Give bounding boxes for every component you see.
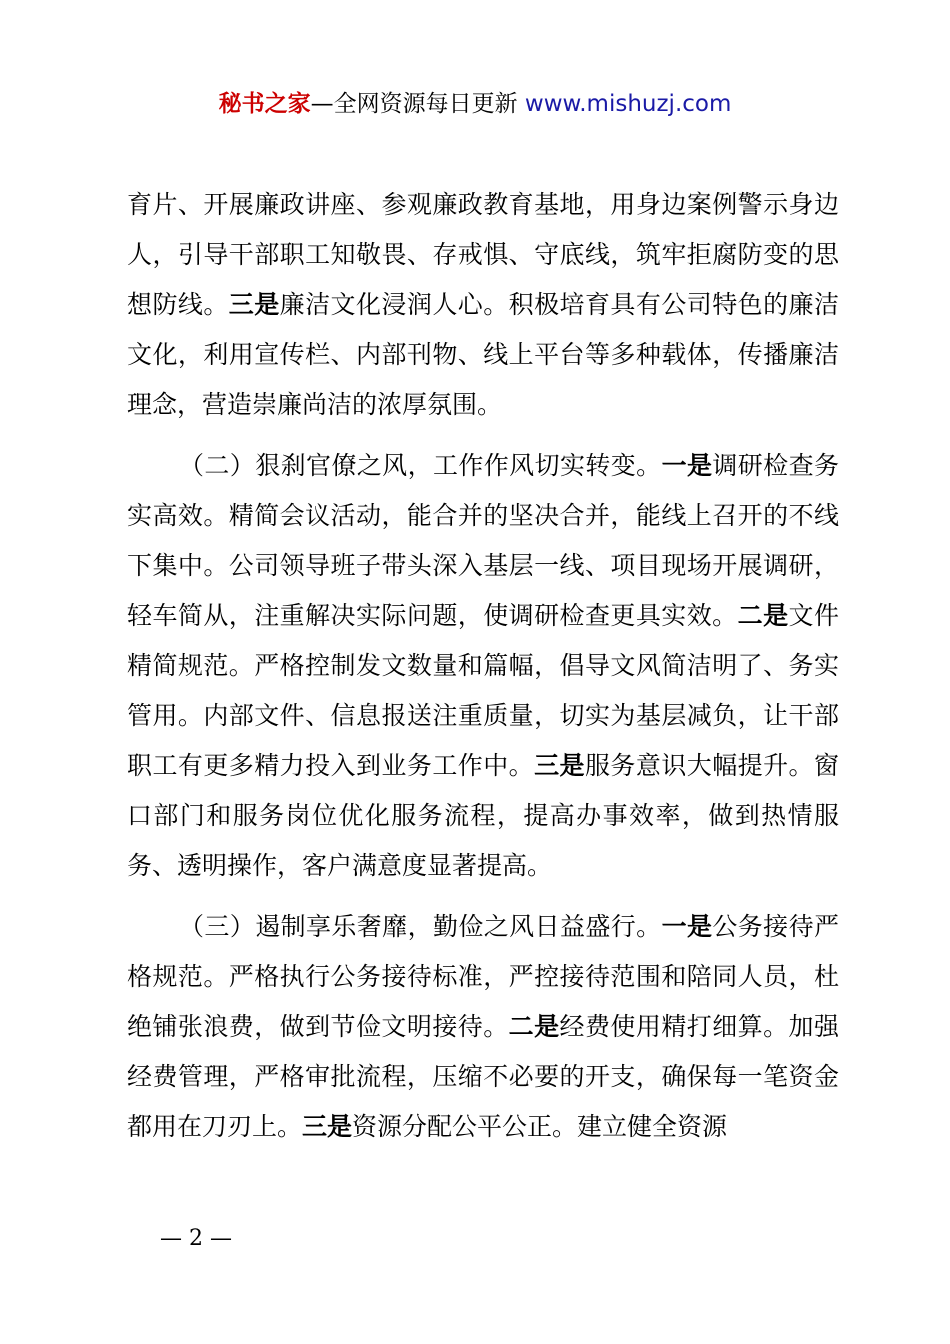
paragraph-text: 资源分配公平公正。建立健全资源 (352, 1112, 728, 1141)
paragraph-emphasis: 一是 (661, 451, 713, 480)
document-body (127, 180, 839, 1152)
paragraph-section-two (127, 441, 839, 891)
paragraph-text: 廉洁文化浸润人心。积极培育具有公司特色的廉洁文化，利用宣传栏、内部刊物、线上平台等多种载体，传播廉洁理念，营造崇廉尚洁的浓厚氛围。 (127, 290, 839, 419)
paragraph-text: 文件精简规范。严格控制发文数量和篇幅，倡导文风简洁明了、务实管用。内部文件、信息报送注重质量，切实为基层减负，让干部职工有更多精力投入到业务工作中。 (127, 601, 839, 780)
paragraph-emphasis: 三是 (228, 290, 280, 319)
paragraph-emphasis: 二是 (737, 601, 789, 630)
header-tagline: —全网资源每日更新 (310, 91, 518, 117)
paragraph-section-three (127, 902, 839, 1152)
paragraph-text: 服务意识大幅提升。窗口部门和服务岗位优化服务流程，提高办事效率，做到热情服务、透明操作，客户满意度显著提高。 (127, 751, 839, 880)
paragraph-emphasis: 三是 (302, 1112, 353, 1141)
paragraph-text: 调研检查务实高效。精简会议活动，能合并的坚决合并，能线上召开的不线下集中。公司领导班子带头深入基层一线、项目现场开展调研，轻车简从，注重解决实际问题，使调研检查更具实效。 (127, 451, 839, 630)
brand-name: 秘书之家 (218, 91, 311, 117)
paragraph-text: 经费使用精打细算。加强经费管理，严格审批流程，压缩不必要的开支，确保每一笔资金都用在刀刃上。 (127, 1012, 839, 1141)
section-heading-text: （三）遏制享乐奢靡，勤俭之风日益盛行。 (179, 912, 662, 941)
paragraph-text: 公务接待严格规范。严格执行公务接待标准，严控接待范围和陪同人员，杜绝铺张浪费，做到节俭文明接待。 (127, 912, 839, 1041)
section-heading-text: （二）狠刹官僚之风，工作作风切实转变。 (179, 451, 662, 480)
paragraph-continued (127, 180, 839, 430)
paragraph-emphasis: 三是 (534, 751, 585, 780)
page-number: — 2 — (160, 1226, 232, 1251)
page-header (0, 86, 950, 122)
paragraph-text: 育片、开展廉政讲座、参观廉政教育基地，用身边案例警示身边人，引导干部职工知敬畏、存戒惧、守底线，筑牢拒腐防变的思想防线。 (127, 190, 839, 319)
paragraph-emphasis: 二是 (508, 1012, 560, 1041)
website-link[interactable]: www.mishuzj.com (524, 91, 732, 117)
paragraph-emphasis: 一是 (661, 912, 713, 941)
